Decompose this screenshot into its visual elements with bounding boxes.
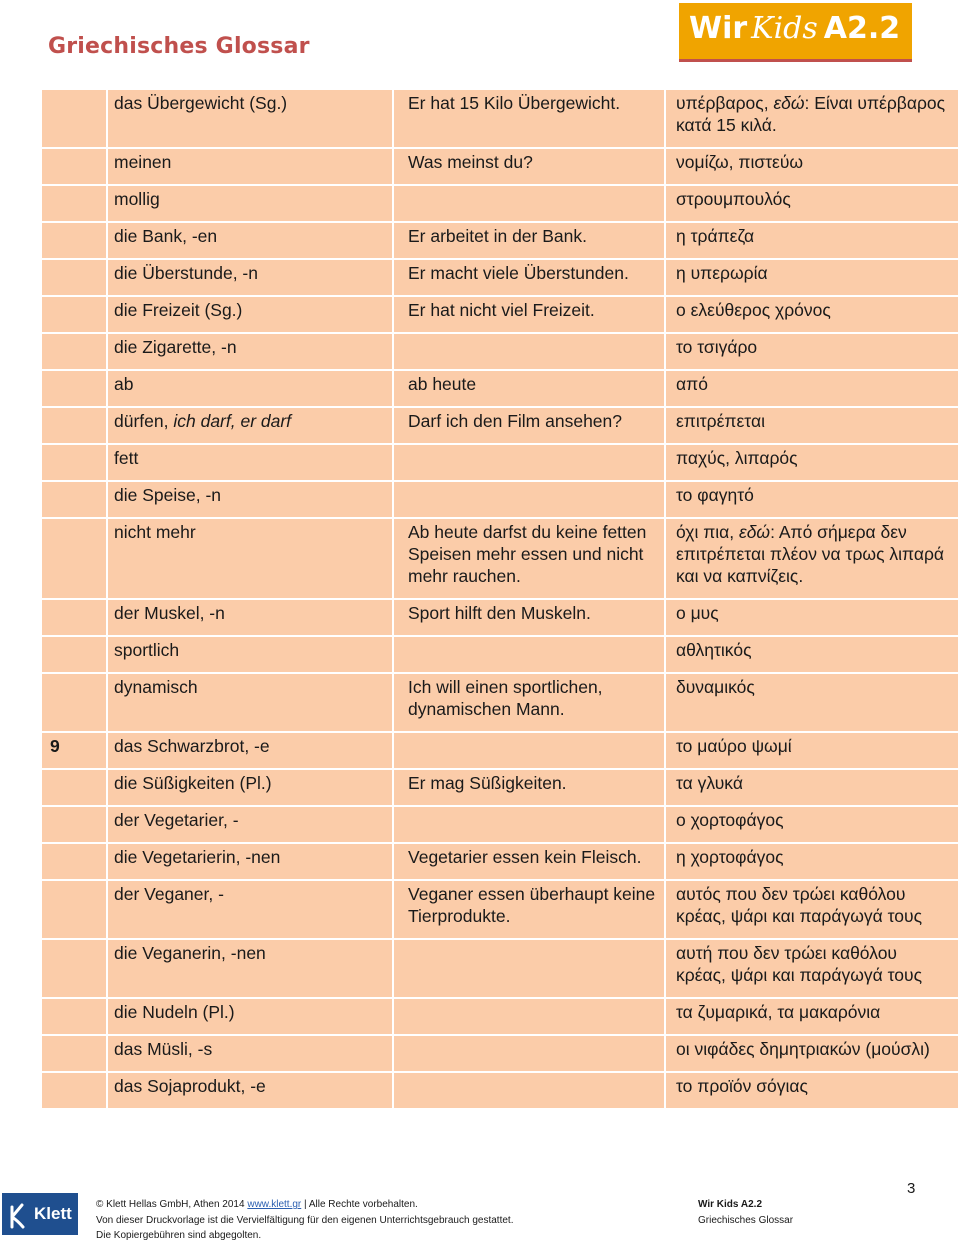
logo-underline [679, 59, 912, 62]
example-sentence [394, 334, 666, 369]
section-number [42, 1073, 108, 1108]
section-number [42, 807, 108, 842]
table-row [42, 297, 958, 332]
italic-segment: εδώ [739, 522, 771, 542]
section-number [42, 223, 108, 258]
table-row [42, 881, 958, 938]
german-term: die Zigarette, -n [108, 334, 394, 369]
section-number [42, 90, 108, 147]
page-title: Griechisches Glossar [48, 34, 310, 59]
german-term: fett [108, 445, 394, 480]
example-sentence: Sport hilft den Muskeln. [394, 600, 666, 635]
text-segment: δυναμικός [676, 677, 755, 697]
german-term: der Veganer, - [108, 881, 394, 938]
greek-translation [666, 1036, 958, 1071]
table-row [42, 334, 958, 369]
section-number [42, 149, 108, 184]
rights-text: | Alle Rechte vorbehalten. [301, 1199, 418, 1210]
german-term: dynamisch [108, 674, 394, 731]
german-term: der Vegetarier, - [108, 807, 394, 842]
example-sentence [394, 1036, 666, 1071]
german-term: meinen [108, 149, 394, 184]
greek-translation [666, 297, 958, 332]
german-term: die Vegetarierin, -nen [108, 844, 394, 879]
table-row [42, 186, 958, 221]
glossary-table [42, 88, 958, 1110]
example-sentence [394, 445, 666, 480]
table-row [42, 999, 958, 1034]
klett-logo [2, 1193, 78, 1235]
section-number [42, 637, 108, 672]
section-number [42, 600, 108, 635]
german-term: die Bank, -en [108, 223, 394, 258]
table-row [42, 674, 958, 731]
example-sentence [394, 637, 666, 672]
section-number [42, 519, 108, 598]
german-term: das Müsli, -s [108, 1036, 394, 1071]
german-term: das Schwarzbrot, -e [108, 733, 394, 768]
german-term: nicht mehr [108, 519, 394, 598]
text-segment: όχι πια, [676, 522, 740, 542]
text-segment: το προϊόν σόγιας [676, 1076, 808, 1096]
section-number [42, 297, 108, 332]
table-row [42, 90, 958, 147]
example-sentence: Darf ich den Film ansehen? [394, 408, 666, 443]
greek-translation [666, 674, 958, 731]
copyright-prefix: © Klett Hellas GmbH, Athen 2014 [96, 1199, 248, 1210]
greek-translation [666, 260, 958, 295]
example-sentence: Er macht viele Überstunden. [394, 260, 666, 295]
german-term: mollig [108, 186, 394, 221]
klett-website-link[interactable]: www.klett.gr [247, 1199, 302, 1210]
text-segment: η χορτοφάγος [676, 847, 784, 867]
german-term: die Süßigkeiten (Pl.) [108, 770, 394, 805]
german-term: die Überstunde, -n [108, 260, 394, 295]
section-number [42, 770, 108, 805]
logo-kids: Kids [751, 11, 818, 46]
table-row [42, 260, 958, 295]
text-segment: στρουμπουλός [676, 189, 791, 209]
example-sentence [394, 999, 666, 1034]
section-number [42, 999, 108, 1034]
table-row [42, 844, 958, 879]
greek-translation [666, 881, 958, 938]
german-term: die Speise, -n [108, 482, 394, 517]
example-sentence: Ab heute darfst du keine fetten Speisen mehr essen und nicht mehr rauchen. [394, 519, 666, 598]
text-segment: το τσιγάρο [676, 337, 758, 357]
greek-translation [666, 807, 958, 842]
klett-logo-text: Klett [34, 1204, 72, 1223]
table-row [42, 149, 958, 184]
example-sentence: Er hat 15 Kilo Übergewicht. [394, 90, 666, 147]
german-term [108, 408, 394, 443]
example-sentence: Er mag Süßigkeiten. [394, 770, 666, 805]
italic-segment: εδώ [773, 93, 805, 113]
section-number [42, 1036, 108, 1071]
table-row [42, 519, 958, 598]
greek-translation [666, 770, 958, 805]
greek-translation [666, 223, 958, 258]
german-term: die Freizeit (Sg.) [108, 297, 394, 332]
example-sentence: Er arbeitet in der Bank. [394, 223, 666, 258]
german-term: die Veganerin, -nen [108, 940, 394, 997]
text-segment: επιτρέπεται [676, 411, 765, 431]
footer-copyright [96, 1197, 513, 1244]
text-segment: νομίζω, πιστεύω [676, 152, 804, 172]
greek-translation [666, 334, 958, 369]
greek-translation [666, 371, 958, 406]
table-row [42, 223, 958, 258]
greek-translation [666, 482, 958, 517]
text-segment: από [676, 374, 708, 394]
section-number [42, 260, 108, 295]
example-sentence: Veganer essen überhaupt keine Tierprodukte. [394, 881, 666, 938]
text-segment: τα ζυμαρικά, τα μακαρόνια [676, 1002, 881, 1022]
example-sentence: Er hat nicht viel Freizeit. [394, 297, 666, 332]
table-row [42, 371, 958, 406]
section-number [42, 334, 108, 369]
text-segment: αυτή που δεν τρώει καθόλου κρέας, ψάρι και παράγωγά τους [676, 943, 923, 985]
section-number [42, 674, 108, 731]
greek-translation [666, 733, 958, 768]
text-segment: τα γλυκά [676, 773, 743, 793]
table-row [42, 733, 958, 768]
table-row [42, 637, 958, 672]
greek-translation [666, 1073, 958, 1108]
glossary-body [42, 90, 958, 1108]
section-number [42, 482, 108, 517]
text-segment: υπέρβαρος, [676, 93, 774, 113]
text-segment: παχύς, λιπαρός [676, 448, 798, 468]
text-segment: αθλητικός [676, 640, 752, 660]
text-segment: η υπερωρία [676, 263, 768, 283]
example-sentence: Ich will einen sportlichen, dynamischen Mann. [394, 674, 666, 731]
greek-translation [666, 90, 958, 147]
page-number: 3 [907, 1180, 916, 1197]
wir-kids-logo [679, 3, 912, 59]
text-segment: το φαγητό [676, 485, 754, 505]
footer-book-info [698, 1197, 793, 1228]
text-segment: : Από σήμερα δεν επιτρέπεται πλέον να τρως λιπαρά και να καπνίζεις. [676, 522, 945, 586]
footer-book-subtitle: Griechisches Glossar [698, 1214, 794, 1226]
logo-level: A2.2 [823, 11, 901, 46]
german-term: der Muskel, -n [108, 600, 394, 635]
table-row [42, 1073, 958, 1108]
section-number [42, 445, 108, 480]
section-number: 9 [42, 733, 108, 768]
text-segment: dürfen, [114, 411, 174, 431]
section-number [42, 186, 108, 221]
section-number [42, 881, 108, 938]
footer-line-3: Die Kopiergebühren sind abgegolten. [96, 1230, 262, 1241]
footer-line-2: Von dieser Druckvorlage ist die Vervielfältigung für den eigenen Unterrichtsgebrauch gestattet. [96, 1214, 514, 1226]
example-sentence [394, 733, 666, 768]
example-sentence: ab heute [394, 371, 666, 406]
klett-icon [8, 1199, 28, 1229]
text-segment: η τράπεζα [676, 226, 755, 246]
text-segment: οι νιφάδες δημητριακών (μούσλι) [676, 1039, 930, 1059]
greek-translation [666, 637, 958, 672]
example-sentence [394, 807, 666, 842]
section-number [42, 940, 108, 997]
text-segment: το μαύρο ψωμί [676, 736, 792, 756]
greek-translation [666, 149, 958, 184]
table-row [42, 807, 958, 842]
german-term: die Nudeln (Pl.) [108, 999, 394, 1034]
section-number [42, 408, 108, 443]
example-sentence: Vegetarier essen kein Fleisch. [394, 844, 666, 879]
example-sentence [394, 482, 666, 517]
table-row [42, 940, 958, 997]
table-row [42, 600, 958, 635]
german-term: sportlich [108, 637, 394, 672]
table-row [42, 408, 958, 443]
table-row [42, 482, 958, 517]
text-segment: ο μυς [676, 603, 719, 623]
greek-translation [666, 999, 958, 1034]
text-segment: ο ελεύθερος χρόνος [676, 300, 831, 320]
text-segment: : Είναι υπέρβαρος κατά 15 κιλά. [676, 93, 946, 135]
greek-translation [666, 844, 958, 879]
example-sentence [394, 940, 666, 997]
logo-wir: Wir [689, 11, 748, 46]
greek-translation [666, 600, 958, 635]
footer-line-1 [96, 1197, 513, 1213]
greek-translation [666, 519, 958, 598]
greek-translation [666, 445, 958, 480]
example-sentence [394, 186, 666, 221]
german-term: das Übergewicht (Sg.) [108, 90, 394, 147]
text-segment: ο χορτοφάγος [676, 810, 784, 830]
footer-book-title: Wir Kids A2.2 [698, 1199, 762, 1210]
table-row [42, 1036, 958, 1071]
german-term: ab [108, 371, 394, 406]
italic-segment: ich darf, er darf [173, 411, 292, 431]
text-segment: αυτός που δεν τρώει καθόλου κρέας, ψάρι και παράγωγά τους [676, 884, 923, 926]
example-sentence: Was meinst du? [394, 149, 666, 184]
example-sentence [394, 1073, 666, 1108]
greek-translation [666, 940, 958, 997]
section-number [42, 371, 108, 406]
section-number [42, 844, 108, 879]
german-term: das Sojaprodukt, -e [108, 1073, 394, 1108]
table-row [42, 445, 958, 480]
table-row [42, 770, 958, 805]
greek-translation [666, 408, 958, 443]
greek-translation [666, 186, 958, 221]
